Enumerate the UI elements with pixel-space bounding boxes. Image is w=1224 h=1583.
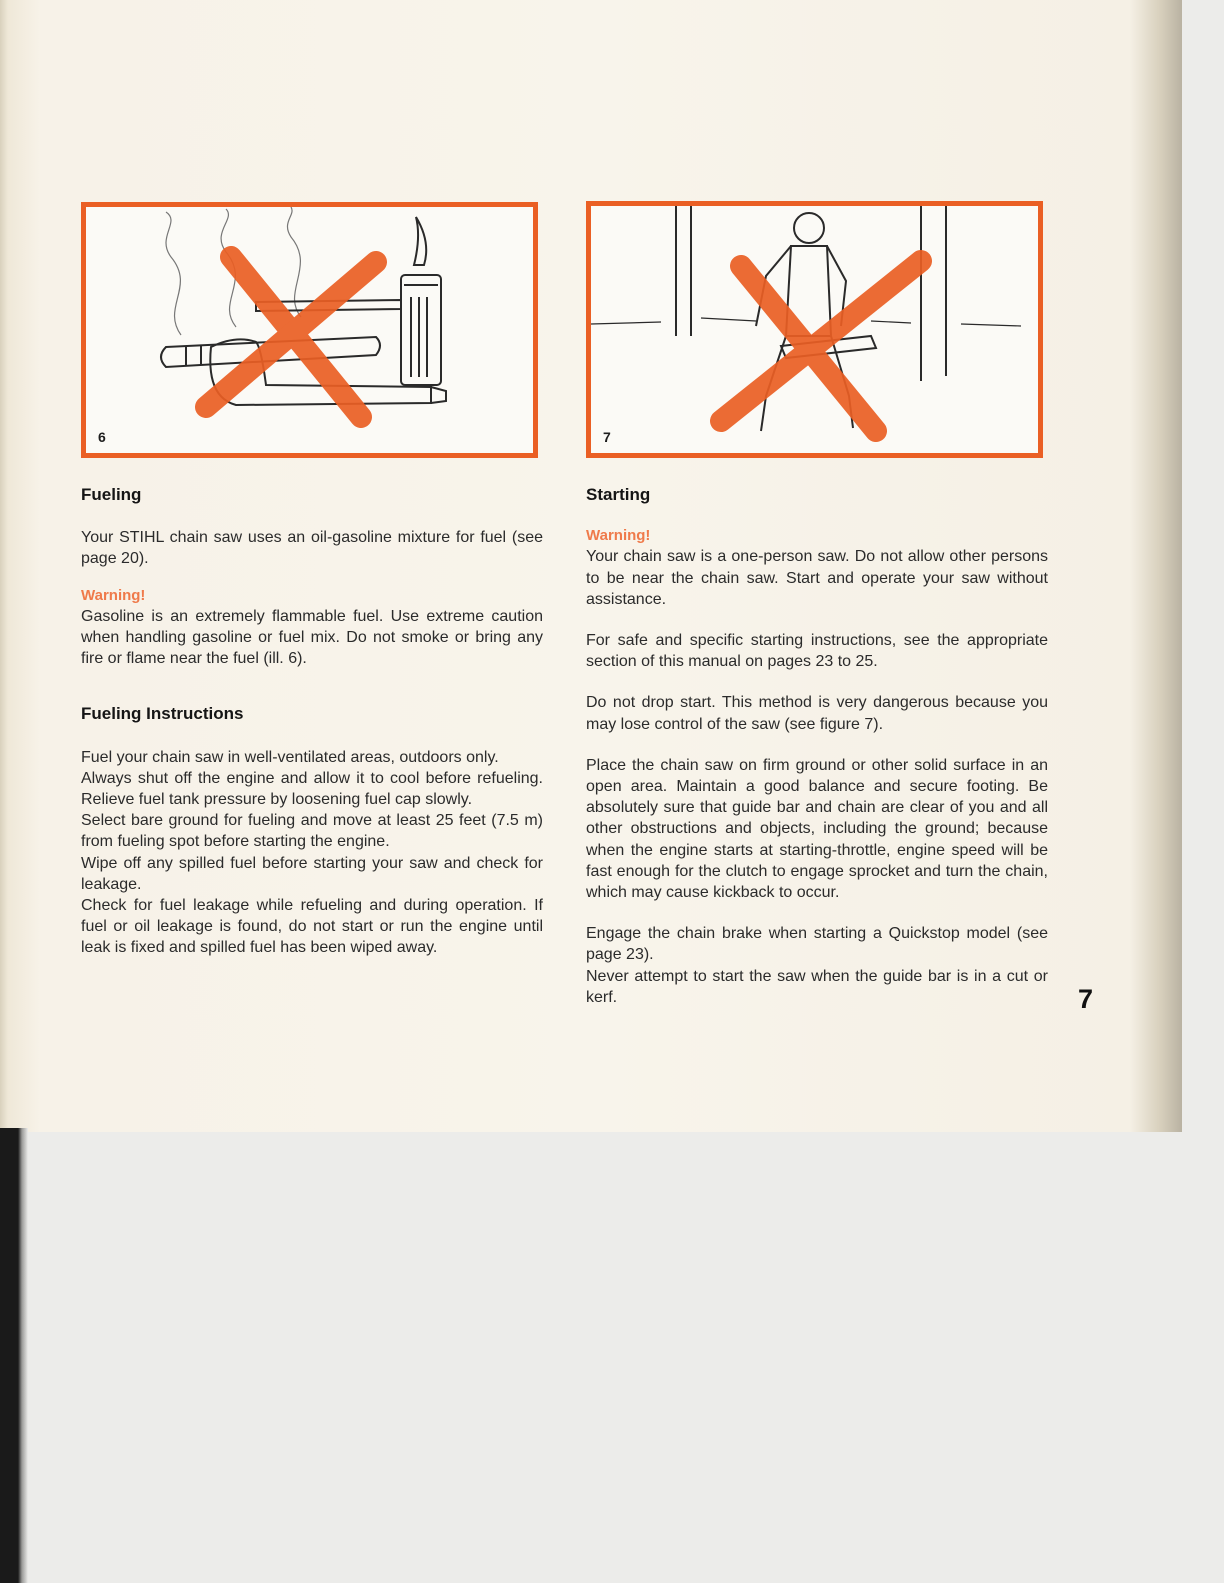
page-number: 7 [1078, 984, 1094, 1014]
fueling-section [81, 484, 543, 959]
starting-section [586, 484, 1048, 1008]
warning-label: Warning! [586, 527, 651, 545]
paragraph: Do not drop start. This method is very dangerous because you may lose control of the saw (see figure 7). [586, 694, 1048, 733]
paragraph: Never attempt to start the saw when the guide bar is in a cut or kerf. [586, 967, 1048, 1006]
figure-number: 6 [98, 429, 106, 445]
instruction-item: Wipe off any spilled fuel before starting your saw and check for leakage. [81, 854, 543, 893]
subsection-heading: Fueling Instructions [81, 704, 244, 724]
section-heading: Starting [586, 485, 651, 504]
instruction-item: Always shut off the engine and allow it to cool before refueling. Relieve fuel tank pressure by loosening fuel cap slowly. [81, 769, 543, 809]
warning-text: Your chain saw is a one-person saw. Do not allow other persons to be near the chain saw. Start and operate your saw without assistance. [586, 548, 1048, 608]
figure-7 [586, 201, 1043, 458]
figure-6 [81, 202, 538, 458]
figure-number: 7 [603, 429, 611, 445]
warning-label: Warning! [81, 586, 146, 604]
scan-binding-edge [0, 1128, 28, 1583]
instruction-item: Check for fuel leakage while refueling and during operation. If fuel or oil leakage is found, do not start or run the engine until leak is fixed and spilled fuel has been wiped away. [81, 897, 543, 957]
instruction-item: Select bare ground for fueling and move at least 25 feet (7.5 m) from fueling spot before starting the engine. [81, 812, 543, 851]
warning-text: Gasoline is an extremely flammable fuel. Use extreme caution when handling gasoline or fuel mix. Do not smoke or bring any fire or flame near the fuel (ill. 6). [81, 607, 543, 668]
no-drop-start-illustration [591, 206, 1038, 453]
paragraph: Engage the chain brake when starting a Quickstop model (see page 23). [586, 925, 1048, 964]
paragraph: Place the chain saw on firm ground or other solid surface in an open area. Maintain a good balance and secure footing. Be absolutely sure that guide bar and chain are clear of you and all other obstructions and objects, including the ground; because when the engine starts at starting-throttle, engine speed will be fast enough for the clutch to engage sprocket and turn the chain, which may cause kickback to occur. [586, 756, 1048, 902]
section-heading: Fueling [81, 485, 142, 504]
paragraph: For safe and specific starting instructions, see the appropriate section of this manual on pages 23 to 25. [586, 632, 1048, 671]
no-smoking-fire-illustration [86, 207, 533, 453]
instruction-item: Fuel your chain saw in well-ventilated areas, outdoors only. [81, 748, 499, 766]
fueling-intro: Your STIHL chain saw uses an oil-gasoline mixture for fuel (see page 20). [81, 529, 543, 568]
